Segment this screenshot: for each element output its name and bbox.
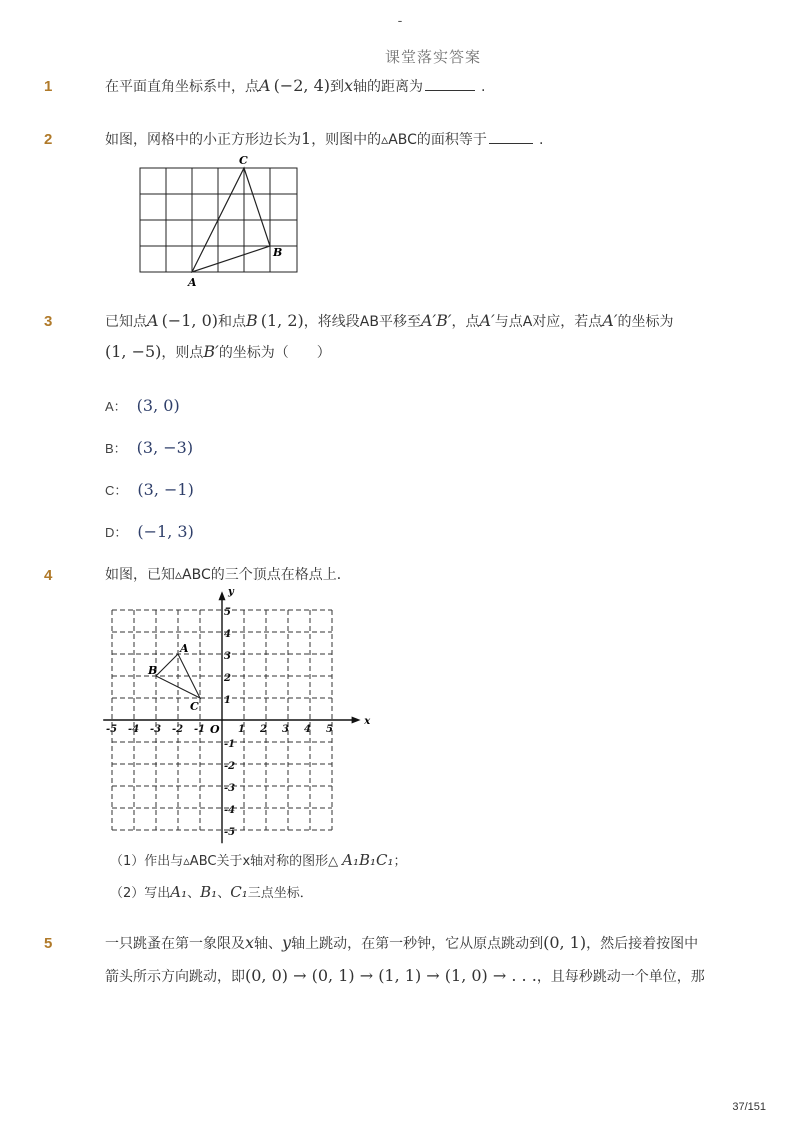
q3-coord-a: (−1, 0) — [161, 311, 218, 330]
q4-sub2-a1: A₁ — [170, 883, 188, 901]
option-c-label: C： — [105, 483, 128, 498]
q5-sequence: (0, 0) → (0, 1) → (1, 1) → (1, 0) → . . . — [245, 966, 537, 985]
question-1-text — [105, 72, 485, 101]
plane-label-a: A — [180, 642, 189, 655]
q3-point-b: B — [245, 311, 258, 330]
option-c-value: (3, −1) — [137, 480, 194, 499]
x-tick-label: -2 — [172, 724, 184, 735]
y-axis-arrow — [219, 591, 226, 600]
plane-y-axis-label: y — [228, 588, 234, 598]
x-axis-arrow — [352, 717, 361, 724]
q5-text-e: 箭头所示方向跳动，即 — [105, 969, 245, 985]
q3-point-a: A — [147, 311, 159, 330]
x-tick-label: 2 — [260, 724, 267, 735]
q3-text-b: 和点 — [217, 314, 246, 330]
q4-sub2-sep2: 、 — [217, 886, 231, 901]
x-tick-label: 4 — [304, 724, 311, 735]
option-b-label: B： — [105, 441, 127, 456]
option-a[interactable] — [105, 396, 180, 415]
q4-sub2-b1: B₁ — [200, 883, 218, 901]
header-dash: - — [397, 14, 403, 29]
q1-axis: x — [343, 76, 354, 95]
option-d-label: D： — [105, 525, 128, 540]
x-tick-label: 5 — [326, 724, 333, 735]
y-tick-label: 3 — [224, 651, 231, 662]
y-tick-label: 1 — [224, 695, 231, 706]
label-c: C — [239, 154, 248, 167]
q3-coord-aprime: (1, −5) — [105, 342, 162, 361]
q1-answer-blank — [425, 76, 475, 91]
q3-text-d: ，点 — [451, 314, 480, 330]
question-4-text: 如图，已知▵ABC的三个顶点在格点上． — [105, 567, 351, 583]
q5-text-d: ，然后接着按图中 — [586, 936, 699, 952]
option-c[interactable] — [105, 480, 194, 499]
q4-sub1-end: ； — [393, 854, 407, 869]
q5-text-c: 轴上跳动，在第一秒钟，它从原点跳动到 — [291, 936, 544, 952]
q2-one: 1 — [301, 129, 312, 148]
question-3-line2 — [105, 338, 331, 367]
q3-point-bprime: B′ — [203, 342, 219, 361]
page-title: 课堂落实答案 — [384, 48, 481, 66]
question-4-sub1 — [110, 848, 407, 874]
q4-sub1-triangle: A₁B₁C₁ — [342, 851, 394, 869]
q1-part2: 到 — [329, 79, 344, 95]
q2-end: . — [538, 132, 544, 148]
x-tick-label: 3 — [282, 724, 289, 735]
option-b-value: (3, −3) — [136, 438, 194, 457]
q3-text-g: ，则点 — [161, 345, 204, 361]
q2-part1: 如图，网格中的小正方形边长为 — [105, 132, 301, 148]
question-number-4: 4 — [44, 567, 53, 584]
q3-text-f: 的坐标为 — [617, 314, 674, 330]
q5-text-b: 轴、 — [254, 936, 283, 952]
q1-coord: (−2, 4) — [273, 76, 330, 95]
q5-coord-01: (0, 1) — [543, 933, 587, 952]
label-a: A — [188, 276, 197, 289]
option-d[interactable] — [105, 522, 194, 541]
q1-end: . — [481, 79, 486, 95]
q3-text-e: 与点A对应，若点 — [494, 314, 603, 330]
question-number-1: 1 — [44, 78, 53, 95]
question-number-5: 5 — [44, 935, 53, 952]
question-5-line1 — [105, 929, 698, 958]
option-d-value: (−1, 3) — [137, 522, 194, 541]
x-tick-label: -3 — [150, 724, 162, 735]
question-number-2: 2 — [44, 131, 53, 148]
q4-sub2-sep1: 、 — [187, 886, 201, 901]
q3-text-c: ，将线段AB平移至 — [303, 314, 421, 330]
question-number-3: 3 — [44, 313, 53, 330]
y-tick-label: 2 — [224, 673, 231, 684]
q3-text-h: 的坐标为（ ） — [218, 345, 331, 361]
plane-x-axis-label: x — [364, 716, 371, 727]
y-tick-label: -4 — [224, 805, 236, 816]
question-4-sub2 — [110, 880, 313, 906]
q3-coord-b: (1, 2) — [260, 311, 304, 330]
y-tick-label: 4 — [224, 629, 231, 640]
option-a-value: (3, 0) — [136, 396, 180, 415]
x-tick-label: -1 — [194, 724, 206, 735]
y-tick-label: -3 — [224, 783, 236, 794]
q1-part3: 轴的距离为 — [353, 79, 424, 95]
y-tick-label: 5 — [224, 607, 231, 618]
q4-sub2-end: 三点坐标． — [247, 886, 313, 901]
q5-x: x — [245, 933, 255, 952]
q2-answer-blank — [489, 129, 533, 144]
plane-origin-label: O — [210, 723, 220, 736]
label-b: B — [273, 246, 283, 259]
plane-label-b: B — [148, 664, 158, 677]
q2-part2: ，则图中的▵ABC的面积等于 — [311, 132, 487, 148]
q3-segment-prime: A′B′ — [420, 311, 452, 330]
figure-coordinate-plane — [100, 588, 385, 850]
q3-text-a: 已知点 — [105, 314, 147, 330]
y-tick-label: -5 — [224, 827, 236, 838]
q5-y: y — [282, 933, 292, 952]
plane-label-c: C — [190, 700, 199, 713]
question-3-line1 — [105, 307, 673, 336]
q3-point-aprime-2: A′ — [602, 311, 618, 330]
option-b[interactable] — [105, 438, 193, 457]
q1-point: A — [259, 76, 271, 95]
figure-grid-triangle — [130, 150, 310, 290]
option-a-label: A： — [105, 399, 127, 414]
page-number: 37/151 — [732, 1101, 766, 1113]
q4-sub1-text: （1）作出与▵ABC关于x轴对称的图形△ — [110, 854, 339, 869]
q4-sub2-c1: C₁ — [230, 883, 248, 901]
q3-point-aprime: A′ — [479, 311, 495, 330]
x-tick-label: -4 — [128, 724, 140, 735]
x-tick-label: 1 — [238, 724, 245, 735]
y-tick-label: -2 — [224, 761, 236, 772]
q1-part1: 在平面直角坐标系中，点 — [105, 79, 259, 95]
q5-text-f: ，且每秒跳动一个单位，那 — [536, 969, 705, 985]
x-tick-label: -5 — [106, 724, 118, 735]
q5-text-a: 一只跳蚤在第一象限及 — [105, 936, 245, 952]
q4-sub2-text: （2）写出 — [110, 886, 171, 901]
y-tick-label: -1 — [224, 739, 236, 750]
question-5-line2 — [105, 962, 705, 991]
